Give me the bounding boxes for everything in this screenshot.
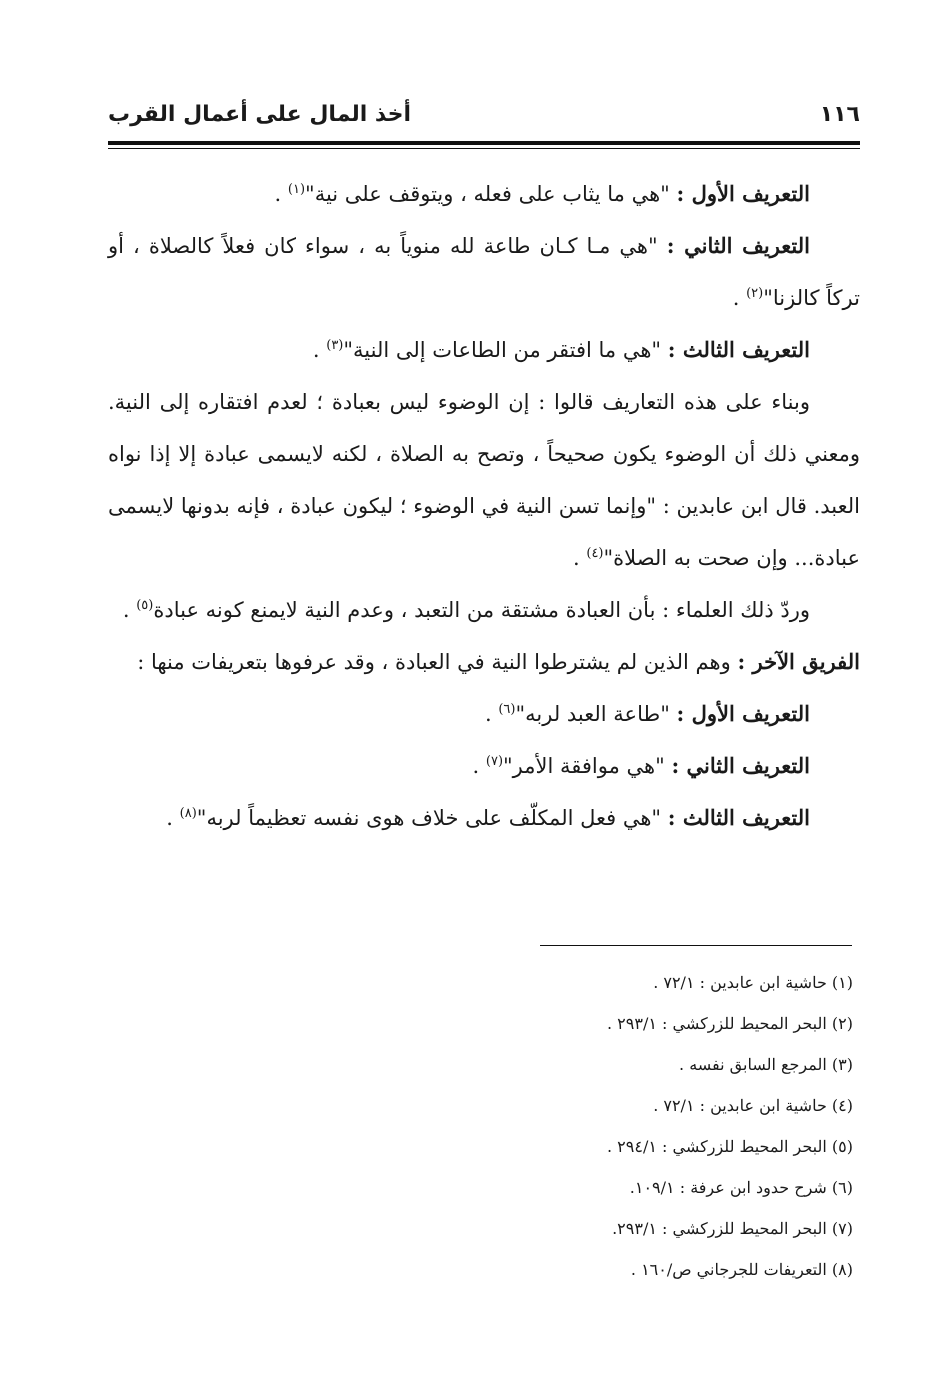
footnote-ref: (٣): [326, 338, 344, 353]
footnote: (٨) التعريفات للجرجاني ص/١٦٠ .: [630, 1260, 853, 1279]
footnote: (٢) البحر المحيط للزركشي : ٢٩٣/١ .: [606, 1014, 853, 1033]
footnote-ref: (٨): [179, 806, 197, 821]
group-term: الفريق الآخر :: [737, 649, 860, 674]
definition-paragraph: التعريف الثالث : "هي فعل المكلّف على خلاف هوى نفسه تعظيماً لربه"$^{(٨)}$ .: [166, 805, 810, 830]
header-rule-thin: [108, 148, 860, 149]
definition-text: "هي ما افتقر من الطاعات إلى النية": [343, 338, 668, 362]
page-header: [108, 98, 860, 134]
definition-paragraph: التعريف الثالث : "هي ما افتقر من الطاعات إلى النية"$^{(٣)}$ .: [312, 337, 810, 362]
definition-paragraph: التعريف الأول : "هي ما يثاب على فعله ، ويتوقف على نية"$^{(١)}$ .: [274, 181, 810, 206]
footnote-ref: (٤): [586, 546, 604, 561]
footnote-ref: (١): [287, 182, 306, 197]
body-paragraph: [108, 636, 860, 688]
definition-term: التعريف الثالث :: [667, 805, 810, 830]
paragraph-text: وهم الذين لم يشترطوا النية في العبادة ، وقد عرفوها بتعريفات منها :: [137, 650, 738, 674]
paragraph-text: وردّ ذلك العلماء : بأن العبادة مشتقة من التعبد ، وعدم النية لايمنع كونه عبادة: [153, 598, 810, 622]
definition-text: "طاعة العبد لربه": [515, 702, 677, 726]
running-title: أخذ المال على أعمال القرب: [108, 102, 412, 127]
footnote: (٣) المرجع السابق نفسه .: [679, 1055, 853, 1074]
definition-term: التعريف الثاني :: [666, 233, 810, 258]
footnote: (٧) البحر المحيط للزركشي : ٢٩٣/١.: [612, 1219, 853, 1238]
definition-text: "هي فعل المكلّف على خلاف هوى نفسه تعظيماً لربه": [196, 806, 668, 830]
body-paragraph: وردّ ذلك العلماء : بأن العبادة مشتقة من التعبد ، وعدم النية لايمنع كونه عبادة$^{(٥)}$ .: [122, 598, 810, 622]
footnote: (١) حاشية ابن عابدين : ٧٢/١ .: [653, 973, 853, 992]
definition-term: التعريف الثالث :: [667, 337, 810, 362]
definition-paragraph: التعريف الثاني : "هي موافقة الأمر"$^{(٧)}$ .: [472, 753, 810, 778]
definition-text: "هي مـا كـان طاعة لله منوياً به ، سواء كان فعلاً كالصلاة ، أو تركاً كالزنا": [108, 234, 860, 310]
definition-text: "هي موافقة الأمر": [503, 754, 672, 778]
page-number: ١١٦: [819, 102, 860, 127]
footnote-ref: (٧): [485, 754, 504, 769]
footnote: (٦) شرح حدود ابن عرفة : ١٠٩/١.: [629, 1178, 853, 1197]
footnote-ref: (٥): [136, 598, 154, 613]
footnote-ref: (٢): [746, 286, 764, 301]
paragraph-text: وبناء على هذه التعاريف قالوا : إن الوضوء ليس بعبادة ؛ لعدم افتقاره إلى النية. ومعني ذلك أن الوضوء يكون صحيحاً ، وتصح به الصلاة ، لكنه لايسمى عبادة إلا إذا نواه العبد. قال ابن عابدين : "وإنما تسن النية في الوضوء ؛ ليكون عبادة ، فإنه بدونها لايسمى عبادة... وإن صحت به الصلاة": [108, 390, 860, 570]
definition-term: التعريف الأول :: [676, 701, 810, 726]
footnote: (٤) حاشية ابن عابدين : ٧٢/١ .: [653, 1096, 853, 1115]
body-paragraph: وبناء على هذه التعاريف قالوا : إن الوضوء ليس بعبادة ؛ لعدم افتقاره إلى النية. ومعني ذلك أن الوضوء يكون صحيحاً ، وتصح به الصلاة ، لكنه لايسمى عبادة إلا إذا نواه العبد. قال ابن عابدين : "وإنما تسن النية في الوضوء ؛ ليكون عبادة ، فإنه بدونها لايسمى عبادة... وإن صحت به الصلاة"$^{(٤)}$ .: [108, 390, 860, 570]
definition-term: التعريف الثاني :: [671, 753, 810, 778]
footnotes: [108, 962, 853, 1290]
definition-term: التعريف الأول :: [676, 181, 810, 206]
definition-text: "هي ما يثاب على فعله ، ويتوقف على نية": [305, 182, 677, 206]
main-text: [108, 168, 860, 844]
footnote-separator: [540, 945, 852, 946]
footnote: (٥) البحر المحيط للزركشي : ٢٩٤/١ .: [606, 1137, 853, 1156]
footnote-ref: (٦): [498, 702, 516, 717]
definition-paragraph: التعريف الثاني : "هي مـا كـان طاعة لله منوياً به ، سواء كان فعلاً كالصلاة ، أو تركاً كالزنا"$^{(٢)}$ .: [108, 233, 860, 310]
definition-paragraph: التعريف الأول : "طاعة العبد لربه"$^{(٦)}$ .: [484, 701, 810, 726]
header-rule-thick: [108, 141, 860, 145]
